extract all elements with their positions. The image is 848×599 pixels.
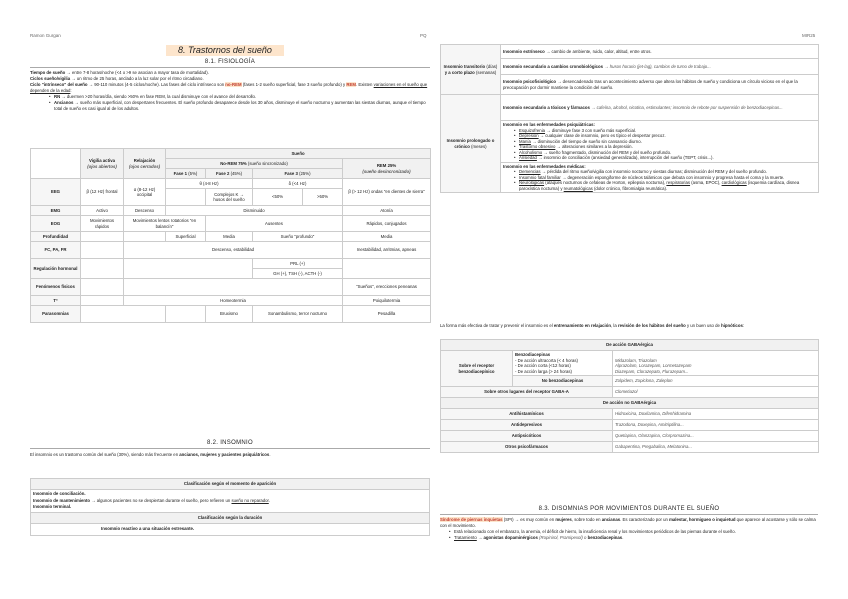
bullet-ciclos: Ciclos sueño/vigilia → un ritmo de 25 horas, anclado a la luz solar por el ritmo circadiano. xyxy=(30,76,204,81)
fen-empty-2 xyxy=(124,279,343,296)
prof-rem: Media xyxy=(343,232,431,242)
eeg-vigilia: β (12 Hz) frontal xyxy=(81,179,124,206)
hipnoticos-table xyxy=(440,339,819,453)
row-label-eeg: EEG xyxy=(31,179,81,206)
antidepresivos-label: Antidepresivos xyxy=(441,420,613,431)
eeg-less-50: <50% xyxy=(253,189,303,206)
insomnio-psicofisiologico: Insomnio psicofisiológico → desencadenado tras un acontecimiento adverso que altera los hábitos de sueño y condiciona un círculo vicioso en el que la preocupación por dormir mantiene la condición del sueño. xyxy=(501,75,819,95)
no-gaba-header: De acción no GABAérgica xyxy=(441,398,819,409)
rem-header: REM 25% (sueño desincronizado) xyxy=(343,159,431,179)
emg-rem: Atonía xyxy=(343,206,431,216)
hor-gh: GH (+), TSH (-), ACTH (-) xyxy=(253,269,343,279)
eog-rem: Rápidos, conjugados xyxy=(343,216,431,232)
insomnio-cronico-label: Insomnio prolongado o crónico (meses) xyxy=(441,95,501,193)
insomnio-clasificacion-table xyxy=(30,478,430,536)
eeg-fase1-empty xyxy=(166,189,206,206)
row-label-parasomnias: Parasomnias xyxy=(31,306,81,323)
sueno-header: Sueño xyxy=(166,149,431,159)
clasif-duracion-header: Clasificación según la duración xyxy=(31,512,430,523)
prof-fase1: Superficial xyxy=(166,232,206,242)
insomnio-transitorio-label: Insomnio transitorio (días) y a corto plazo (semanas) xyxy=(441,45,501,95)
fen-rem: "Sueños", erecciones peneanas xyxy=(343,279,431,296)
insomnio-cronobiologico: Insomnio secundario a cambios cronobiológicos → husos horario (jet-lag), cambios de turno de trabajo... xyxy=(501,59,819,75)
fase2-header: Fase 2 (45%) xyxy=(206,169,253,179)
spi-asociaciones: • Está relacionado con el embarazo, la anemia, el déficit de hierro, la insuficiencia renal y los movimientos periódicos de las piernas durante el sueño. xyxy=(446,529,818,535)
otros-psicofarmacos-drugs: Gabapentina, Pregabalina, Melatonina... xyxy=(613,442,819,453)
med-fatal-familiar: • Insomnio fatal familiar → degeneración espongiforme de núcleos talámicos que debuta con insomnio y progresa hasta el coma y la muerte. xyxy=(511,175,816,181)
psiq-depresion: • Depresión → cualquier clase de insomnio, pero es típico el despertar precoz. xyxy=(511,133,816,139)
nrem-header: No-REM 75% (sueño sincronizado) xyxy=(166,159,343,169)
emg-relajacion: Descenso xyxy=(124,206,166,216)
insomnio-extrinseco: Insomnio extrínseco → cambio de ambiente, ruido, calor, altitud, entre otros. xyxy=(501,45,819,59)
t-nrem: Homeotermia xyxy=(124,296,343,306)
fen-empty-1 xyxy=(81,279,124,296)
row-label-temperatura: Tª xyxy=(31,296,81,306)
fc-rem: Inestabilidad, arritmias, apneas xyxy=(343,242,431,259)
bzd-drugs: Midazolam, Triazolam Alprazolam, Lorazepam, Lormetazepam Diazepam, Clorazepato, Flurazepam... xyxy=(613,351,819,376)
clasif-momento-header: Clasificación según el momento de aparición xyxy=(31,479,430,490)
divider xyxy=(440,514,818,515)
insomnio-psiquiatricas: Insomnio en las enfermedades psiquiátricas: • Esquizofrenia → disminuye fase 3 con sueño más superficial. • Depresión → cualquier clase de insomnio, pero es típico el despertar precoz. • Manía → disminución del tiempo de sueño sin cansancio diurno. • Trastorno obsesivo → alteraciones similares a la depresión. • Alcoholismo → sueño fragmentado, disminución del REM y del sueño profundo. • Ansiedad → insomnio de conciliación (ansiedad generalizada), interrupción del sueño (TEPT, crisis...). xyxy=(501,121,819,163)
relajacion-header: Relajación (ojos cerrados) xyxy=(124,149,166,179)
par-sonambulismo: Sonambulismo, terror nocturno xyxy=(253,306,343,323)
prof-fase2: Media xyxy=(206,232,253,242)
bullet-ancianos: • Ancianos → sueño más superficial, con despertares frecuentes. El sueño profundo desaparece desde los 30 años, disminuye el sueño nocturno y aumentan las siestas diurnas, aunque el tiempo total de sueño es casi igual al de los adultos. xyxy=(46,100,430,112)
clasif-momento-list: Insomnio de conciliación. Insomnio de mantenimiento → algunos pacientes no se despiertan durante el sueño, pero refieren un sueño no reparador. Insomnio terminal. xyxy=(31,490,430,513)
emg-nrem: Disminuido xyxy=(166,206,343,216)
par-empty xyxy=(81,306,166,323)
antipsicoticos-label: Antipsicóticos xyxy=(441,431,613,442)
eog-nrem: Ausentes xyxy=(206,216,343,232)
med-neurologicas: • Neurológicas (ataques nocturnos de cefaleas de Horton, epilepsia nocturna), respiratorias (asma, EPOC), cardiológicas (isquemia cardíaca, disnea paroxística nocturna) y reumatológicas (dolor crónico, fibromialgia reumática). xyxy=(511,180,816,191)
otros-gaba-label: Sobre otros lugares del receptor GABA-A xyxy=(441,387,613,398)
insomnio-intro: El insomnio es un trastorno común del sueño (30%), siendo más frecuente en ancianos, mujeres y pacientes psiquiátricos. xyxy=(30,452,271,457)
psiq-obsesivo: • Trastorno obsesivo → alteraciones similares a la depresión. xyxy=(511,144,816,150)
psiq-esquizofrenia: • Esquizofrenia → disminuye fase 3 con sueño más superficial. xyxy=(511,128,816,134)
fase1-header: Fase 1 (5%) xyxy=(166,169,206,179)
hor-rem-empty xyxy=(343,259,431,279)
divider xyxy=(30,448,430,449)
otros-gaba-drugs: Clometiazol xyxy=(613,387,819,398)
antidepresivos-drugs: Trazodona, Doxepina, Amitriptilina... xyxy=(613,420,819,431)
eeg-delta: δ (<4 Hz) xyxy=(253,179,343,189)
bullet-rn: • RN → duermen >20 horas/día, siendo >50% en fase REM, la cual disminuye con el avance del desarrollo. xyxy=(46,94,430,100)
t-empty xyxy=(81,296,124,306)
divider xyxy=(30,67,430,68)
receptor-bzd-label: Sobre el receptor benzodiacepínico xyxy=(441,351,513,387)
author-header: Ramon Gurgan xyxy=(30,33,61,38)
insomnio-medicas: Insomnio en las enfermedades médicas: • Demencias → pérdida del ritmo sueño/vigilia con insomnio nocturno y siestas diurnas; disminución del REM y del sueño profundo. • Insomnio fatal familiar → degeneración espongiforme de núcleos talámicos que debuta con insomnio y progresa hasta el coma y la muerte. • Neurológicas (ataques nocturnos de cefaleas de Horton, epilepsia nocturna), respiratorias (asma, EPOC), cardiológicas (isquemia cardíaca, disnea paroxística nocturna) y reumatológicas (dolor crónico, fibromialgia reumática). xyxy=(501,162,819,193)
chapter-title: 8. Trastornos del sueño xyxy=(166,45,284,56)
section-title-fisiologia: 8.1. FISIOLOGÍA xyxy=(204,59,256,65)
otros-psicofarmacos-label: Otros psicofármacos xyxy=(441,442,613,453)
bzd-group: Benzodiacepinas - De acción ultracorta (< 4 horas) - De acción corta (<12 horas) - De acción larga (> 24 horas) xyxy=(513,351,613,376)
eog-relajacion: Movimientos lentos rotatorios "en balancín" xyxy=(124,216,206,232)
clasif-duracion-item: Insomnio reactivo a una situación estresante. xyxy=(31,523,430,535)
antipsicoticos-drugs: Quetiapina, Olanzapina, Clorpromazina... xyxy=(613,431,819,442)
page-code-right: MIR25 xyxy=(802,33,816,38)
par-rem: Pesadilla xyxy=(343,306,431,323)
spi-tratamiento: • Tratamiento → agonistas dopaminérgicos (Ropinirol, Pramipexol) o benzodiacepinas. xyxy=(446,535,818,541)
gaba-header: De acción GABAérgica xyxy=(441,340,819,351)
spi-paragraph: Síndrome de piernas inquietas (SPI) → es muy común en mujeres, sobre todo en ancianas. Es caracterizado por un malestar, hormigueo o inquietud que aparece al acostarse y sólo se calma con el movimiento. • Está relacionado con el embarazo, la anemia, el déficit de hierro, la insuficiencia renal y los movimientos periódicos de las piernas durante el sueño. • Tratamiento → agonistas dopaminérgicos (Ropinirol, Pramipexol) o benzodiacepinas. xyxy=(440,517,818,541)
row-label-fenomenos: Fenómenos físicos xyxy=(31,279,81,296)
section-title-insomnio: 8.2. INSOMNIO xyxy=(207,440,253,446)
fc-vigilia-empty xyxy=(81,242,124,259)
eeg-complejos-k: Complejos K → husos del sueño xyxy=(206,189,253,206)
vigilia-header: Vigilia activa (ojos abiertos) xyxy=(81,149,124,179)
prof-fase3: Sueño "profundo" xyxy=(253,232,343,242)
eeg-theta: θ (4-8 Hz) xyxy=(166,179,253,189)
row-label-profundidad: Profundidad xyxy=(31,232,81,242)
tratamiento-insomnio: La forma más efectiva de tratar y prevenir el insomnio es el entrenamiento en relajación, la revisión de los hábitos del sueño y un buen uso de hipnóticos: xyxy=(440,323,745,328)
eeg-more-50: >50% xyxy=(303,189,343,206)
fase3-header: Fase 3 (25%) xyxy=(253,169,343,179)
eog-vigilia: Movimientos rápidos xyxy=(81,216,124,232)
sleep-phases-table xyxy=(30,148,431,323)
antihistaminicos-label: Antihistamínicos xyxy=(441,409,613,420)
row-label-hormonal: Regulación hormonal xyxy=(31,259,81,279)
insomnio-toxicos: Insomnio secundario a tóxicos y fármacos → cafeína, alcohol, nicotina, estimulantes; insomnio de rebote por suspensión de benzodiacepinas... xyxy=(501,95,819,121)
hor-prl: PRL (+) xyxy=(253,259,343,269)
eeg-relajacion: α (8-12 Hz) occipital xyxy=(124,179,166,206)
insomnio-tipos-table xyxy=(440,44,819,193)
fc-nrem: Descenso, estabilidad xyxy=(124,242,343,259)
psiq-ansiedad: • Ansiedad → insomnio de conciliación (ansiedad generalizada), interrupción del sueño (TEPT, crisis...). xyxy=(511,155,816,161)
antihistaminicos-drugs: Hidroxicina, Doxilamina, Difenhidramina xyxy=(613,409,819,420)
hor-empty xyxy=(124,259,253,279)
prof-relajacion-empty xyxy=(124,232,166,242)
page-header-left: PQ xyxy=(420,33,427,38)
no-bzd-label: No benzodiacepinas xyxy=(513,376,613,387)
section-title-disomnias: 8.3. DISOMNIAS POR MOVIMIENTOS DURANTE EL SUEÑO xyxy=(538,506,720,512)
row-label-emg: EMG xyxy=(31,206,81,216)
eeg-rem: β (> 12 Hz) ondas "en dientes de sierra" xyxy=(343,179,431,206)
bullet-tiempo: Tiempo de sueño → entre 7-8 horas/noche (<4 o >9 se asocian a mayor tasa de mortalidad). xyxy=(30,70,209,75)
emg-vigilia: Activo xyxy=(81,206,124,216)
prof-vigilia-empty xyxy=(81,232,124,242)
no-bzd-drugs: Zolpidem, Zopiclona, Zaleplon xyxy=(613,376,819,387)
bullet-ciclo-intrinseco: Ciclo "intrínseco" del sueño → 90-110 minutos (4-5 ciclos/noche). Las fases del ciclo intrínseco son no-REM (fases 1-2 sueño superficial, fase 3 sueño profundo) y REM. Existen variaciones en el sueño que dependen de la edad: xyxy=(30,82,428,93)
t-rem: Poiquilotermia xyxy=(343,296,431,306)
par-fase1-empty xyxy=(166,306,206,323)
par-bruxismo: Bruxismo xyxy=(206,306,253,323)
corner-cell xyxy=(31,149,81,179)
row-label-eog: EOG xyxy=(31,216,81,232)
psiq-mania: • Manía → disminución del tiempo de sueño sin cansancio diurno. xyxy=(511,139,816,145)
row-label-fc: FC, PA, FR xyxy=(31,242,81,259)
hor-vigilia-empty xyxy=(81,259,124,279)
fisiologia-bullets xyxy=(30,70,430,112)
med-demencias: • Demencias → pérdida del ritmo sueño/vigilia con insomnio nocturno y siestas diurnas; disminución del REM y del sueño profundo. xyxy=(511,169,816,175)
psiq-alcoholismo: • Alcoholismo → sueño fragmentado, disminución del REM y del sueño profundo. xyxy=(511,150,816,156)
